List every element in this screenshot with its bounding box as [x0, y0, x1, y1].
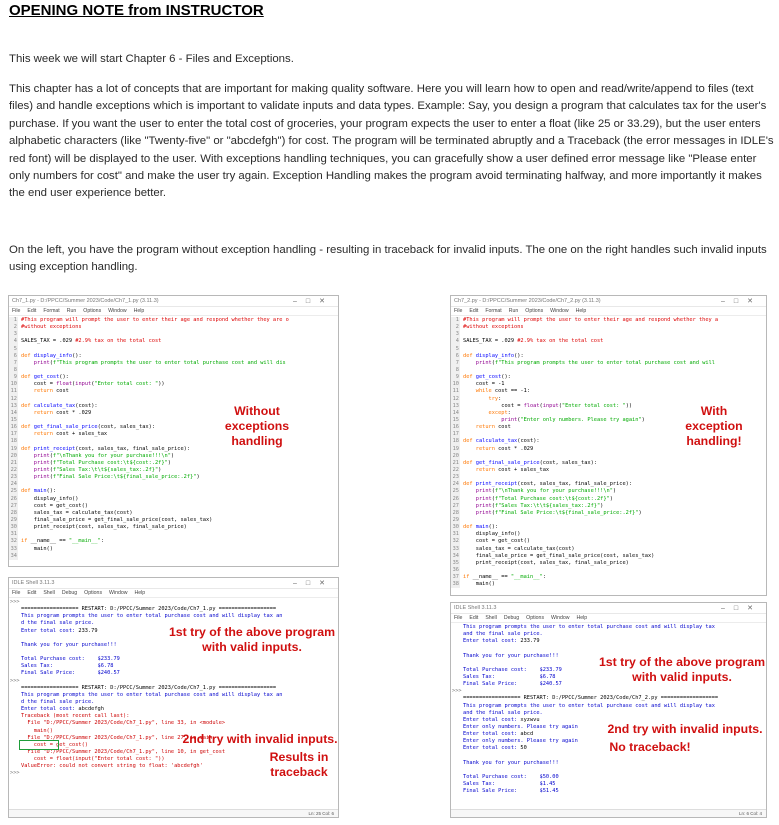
traceback-highlight-box [19, 740, 59, 750]
menu-file[interactable]: File [12, 308, 21, 314]
window-controls[interactable]: –□✕ [721, 298, 762, 305]
menu-shell[interactable]: Shell [43, 590, 55, 596]
left-shell-menubar [9, 589, 338, 598]
menu-window[interactable]: Window [109, 590, 128, 596]
menu-options[interactable]: Options [525, 308, 544, 314]
intro-paragraph: This week we will start Chapter 6 - Files and Exceptions. [9, 53, 294, 65]
explanation-paragraph: This chapter has a lot of concepts that are important for making quality software. Here you will learn how to open and read/write/append to files (text files) and handle exceptions which is important to validate inputs and data types. Example: Say, you design a program that calculates tax for the user's purchase. If you want the user to enter the total cost of groceries, your program expects the user to enter a float (like 25 or 33.29), but the user enters alphabetic characters (like "Twenty-five" or "abcdefgh") for cost. The program will be terminated abruptly and a Traceback (the error messages in IDLE's red font) will be displayed to the user. With exceptions handling techniques, you can gracefully show a user defined error message like "Please enter only numbers for cost" and make the user try again. Exception Handling makes the program avoid terminating halfway, and more importantly it makes the end user experience better. [9, 83, 774, 200]
menu-edit[interactable]: Edit [27, 590, 37, 596]
left-shell-statusbar: Ln: 25 Col: 6 [9, 809, 338, 817]
left-shell-window [8, 577, 339, 818]
menu-shell[interactable]: Shell [485, 615, 497, 621]
menu-run[interactable]: Run [66, 308, 77, 314]
right-editor-menubar [451, 307, 766, 316]
left-editor-titlebar[interactable]: Ch7_1.py - D:/PPCC/Summer 2023/Code/Ch7_1.py (3.11.3) –□✕ [9, 296, 338, 307]
annotation-right-try1: 1st try of the above program with valid inputs. [598, 655, 766, 684]
right-shell-statusbar: Ln: 6 Col: 4 [451, 809, 766, 817]
annotation-with-exceptions: With exception handling! [685, 404, 743, 448]
menu-debug[interactable]: Debug [503, 615, 520, 621]
menu-edit[interactable]: Edit [27, 308, 37, 314]
menu-options[interactable]: Options [84, 590, 103, 596]
right-editor-titlebar[interactable]: Ch7_2.py - D:/PPCC/Summer 2023/Code/Ch7_2.py (3.11.3) –□✕ [451, 296, 766, 307]
menu-debug[interactable]: Debug [61, 590, 78, 596]
menu-run[interactable]: Run [508, 308, 519, 314]
menu-help[interactable]: Help [576, 615, 588, 621]
menu-file[interactable]: File [12, 590, 21, 596]
right-shell-window [450, 602, 767, 818]
menu-options[interactable]: Options [83, 308, 102, 314]
right-code-editor[interactable]: 1 #This program will prompt the user to enter their age and respond whether they a 2 #without exceptions 3 4 SALES_TAX = .029 #2.9% tax on the total cost 5 6 def display_info(): 7 print(f"This program prompts the user to enter total purchase cost and will 8 9 def get_cost(): 10 cost = -1 11 while cost == -1: 12 try: 13 cost = float(input("Enter total cost: ")) 14 except: 15 print("Enter only numbers. Please try again") 16 return cost 17 18 def calculate_tax(cost): 19 return cost * .029 20 21 def get_final_sale_price(cost, sales_tax): 22 return cost + sales_tax 23 24 def print_receipt(cost, sales_tax, final_sale_price): 25 print(f"\nThank you for your purchase!!!\n") 26 print(f"Total Purchase cost:\t${cost:.2f}") 27 print(f"Sales Tax:\t\t${sales_tax:.2f}") 28 print(f"Final Sale Price:\t${final_sale_price:.2f}") 29 30 def main(): 31 display_info() 32 cost = get_cost() 33 sales_tax = calculate_tax(cost) 34 final_sale_price = get_final_sale_price(cost, sales_tax) 35 print_receipt(cost, sales_tax, final_sale_price) 36 37 if __name__ == "__main__": 38 main() [452, 317, 719, 588]
menu-window[interactable]: Window [551, 615, 570, 621]
annotation-left-try2: 2nd try with invalid inputs. [182, 732, 338, 746]
menu-edit[interactable]: Edit [469, 308, 479, 314]
menu-edit[interactable]: Edit [469, 615, 479, 621]
menu-help[interactable]: Help [133, 308, 145, 314]
annotation-left-results: Results in traceback [269, 750, 329, 779]
menu-window[interactable]: Window [550, 308, 569, 314]
instructor-heading: OPENING NOTE from INSTRUCTOR [9, 2, 264, 19]
menu-help[interactable]: Help [134, 590, 146, 596]
menu-format[interactable]: Format [43, 308, 60, 314]
left-shell-output[interactable]: >>> ================== RESTART: D:/PPCC/Summer 2023/Code/Ch7_1.py ================== This program prompts the user to enter total purchase cost and will display tax an d the final sale price. Enter total cost: 233.79 Thank you for your purchase!!! Total Purchase cost: $233.79 Sales Tax: $6.78 Final Sale Price: $240.57 >>> ================== RESTART: D:/PPCC/Summer 2023/Code/Ch7_1.py ================== This program prompts the user to enter total purchase cost and will display tax an d the final sale price. Enter total cost: abcdefgh Traceback (most recent call last): File "D:/PPCC/Summer 2023/Code/Ch7_1.py", line 33, in <module> main() File "D:/PPCC/Summer 2023/Code/Ch7_1.py", line 27, in main cost = get_cost() File "D:/PPCC/Summer 2023/Code/Ch7_1.py", line 10, in get_cost cost = float(input("Enter total cost: ")) ValueError: could not convert string to float: 'abcdefgh' >>> [10, 599, 283, 777]
annotation-without-exceptions: Without exceptions handling [224, 404, 290, 448]
annotation-right-try2: 2nd try with invalid inputs. [607, 722, 763, 736]
menu-format[interactable]: Format [485, 308, 502, 314]
left-code-editor[interactable]: 1 #This program will prompt the user to enter their age and respond whether they are o 2 #without exceptions 3 4 SALES_TAX = .029 #2.9% tax on the total cost 5 6 def display_info(): 7 print(f"This program prompts the user to enter total purchase cost and will dis 8 9 def get_cost(): 10 cost = float(input("Enter total cost: ")) 11 return cost 12 13 def calculate_tax(cost): 14 return cost * .029 15 16 def get_final_sale_price(cost, sales_tax): 17 return cost + sales_tax 18 19 def print_receipt(cost, sales_tax, final_sale_price): 20 print(f"\nThank you for your purchase!!!\n") 21 print(f"Total Purchase cost:\t${cost:.2f}") 22 print(f"Sales Tax:\t\t${sales_tax:.2f}") 23 print(f"Final Sale Price:\t${final_sale_price:.2f}") 24 25 def main(): 26 display_info() 27 cost = get_cost() 28 sales_tax = calculate_tax(cost) 29 final_sale_price = get_final_sale_price(cost, sales_tax) 30 print_receipt(cost, sales_tax, final_sale_price) 31 32 if __name__ == "__main__": 33 main() 34 [10, 317, 289, 559]
window-controls[interactable]: –□✕ [293, 580, 334, 587]
annotation-left-try1: 1st try of the above program with valid inputs. [168, 625, 336, 654]
menu-window[interactable]: Window [108, 308, 127, 314]
window-controls[interactable]: –□✕ [293, 298, 334, 305]
right-shell-output[interactable]: This program prompts the user to enter total purchase cost and will display tax and the final sale price. Enter total cost: 233.79 Thank you for your purchase!!! Total Purchase cost: $233.79 Sales Tax: $6.78 Final Sale Price: $240.57 >>> ================== RESTART: D:/PPCC/Summer 2023/Code/Ch7_2.py ================== This program prompts the user to enter total purchase cost and will display tax and the final sale price. Enter total cost: xyzwvu Enter only numbers. Please try again Enter total cost: abcd Enter only numbers. Please try again Enter total cost: 50 Thank you for your purchase!!! Total Purchase cost: $50.00 Sales Tax: $1.45 Final Sale Price: $51.45 [452, 624, 719, 795]
menu-options[interactable]: Options [526, 615, 545, 621]
left-shell-titlebar[interactable]: IDLE Shell 3.11.3 –□✕ [9, 578, 338, 589]
menu-file[interactable]: File [454, 308, 463, 314]
menu-help[interactable]: Help [575, 308, 587, 314]
window-controls[interactable]: –□✕ [721, 605, 762, 612]
left-editor-menubar [9, 307, 338, 316]
right-shell-menubar [451, 614, 766, 623]
comparison-paragraph: On the left, you have the program without exception handling - resulting in traceback for invalid inputs. The one on the right handles such invalid inputs using exception handling. [9, 244, 767, 274]
menu-file[interactable]: File [454, 615, 463, 621]
annotation-right-no-traceback: No traceback! [609, 740, 691, 754]
right-shell-titlebar[interactable]: IDLE Shell 3.11.3 –□✕ [451, 603, 766, 614]
